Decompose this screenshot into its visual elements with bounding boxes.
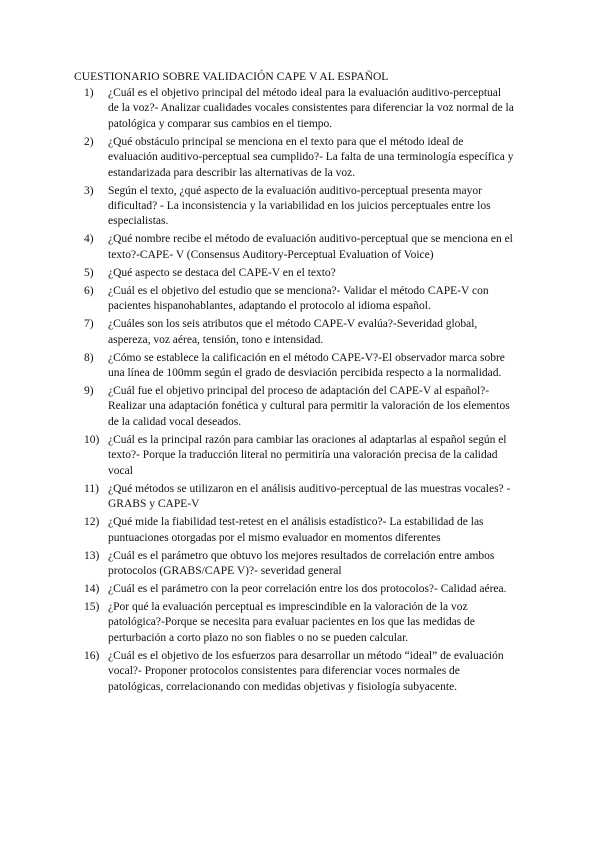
question-text: ¿Cuál es el objetivo del estudio que se menciona?- Validar el método CAPE-V con pacientes hispanohablantes, adaptando el protocolo al idioma español. bbox=[108, 284, 489, 313]
question-text: ¿Qué obstáculo principal se menciona en el texto para que el método ideal de evaluación auditivo-perceptual sea cumplido?- La falta de una terminología específica y estandarizada para describir las alternativas de la voz. bbox=[108, 135, 514, 179]
question-item bbox=[84, 649, 514, 695]
question-text: ¿Cuál fue el objetivo principal del proceso de adaptación del CAPE-V al español?- Realizar una adaptación fonética y cultural para permitir la valoración de los elementos de la calidad vocal deseados. bbox=[108, 385, 510, 428]
question-item bbox=[84, 351, 514, 382]
question-text: ¿Qué aspecto se destaca del CAPE-V en el texto? bbox=[108, 266, 336, 279]
question-item bbox=[84, 135, 514, 181]
question-text: ¿Cuál es la principal razón para cambiar las oraciones al adaptarlas al español según el texto?- Porque la traducción literal no permitiría una valoración precisa de la calidad vocal bbox=[108, 433, 507, 477]
question-text: ¿Cuáles son los seis atributos que el método CAPE-V evalúa?-Severidad global, aspereza, voz aérea, tensión, tono e intensidad. bbox=[108, 318, 478, 346]
question-item bbox=[84, 86, 514, 132]
question-item bbox=[84, 433, 514, 479]
question-item bbox=[84, 515, 514, 546]
question-list bbox=[84, 86, 514, 698]
question-text: ¿Qué nombre recibe el método de evaluación auditivo-perceptual que se menciona en el texto?-CAPE- V (Consensus Auditory-Perceptual Evaluation of Voice) bbox=[108, 233, 513, 261]
question-number: 15) bbox=[84, 600, 100, 613]
question-number: 1) bbox=[84, 87, 94, 99]
question-item bbox=[84, 384, 514, 430]
document-title: CUESTIONARIO SOBRE VALIDACIÓN CAPE V AL ESPAÑOL bbox=[74, 71, 389, 83]
question-text: Según el texto, ¿qué aspecto de la evaluación auditivo-perceptual presenta mayor dificultad? - La inconsistencia y la variabilidad en los juicios perceptuales entre los especialistas. bbox=[108, 184, 491, 228]
question-number: 7) bbox=[84, 318, 94, 331]
question-item bbox=[84, 600, 514, 646]
question-text: ¿Qué mide la fiabilidad test-retest en el análisis estadístico?- La estabilidad de las puntuaciones otorgadas por el mismo evaluador en momentos diferentes bbox=[108, 516, 484, 544]
question-number: 6) bbox=[84, 284, 94, 297]
question-text: ¿Cuál es el parámetro con la peor correlación entre los dos protocolos?- Calidad aérea. bbox=[108, 582, 507, 595]
question-text: ¿Por qué la evaluación perceptual es imprescindible en la valoración de la voz patológica?-Porque se necesita para evaluar pacientes en los que las medidas de perturbación a corto plazo no son fiables o no se pueden calcular. bbox=[108, 600, 475, 644]
question-item bbox=[84, 582, 514, 597]
question-number: 3) bbox=[84, 184, 94, 197]
question-text: ¿Cuál es el parámetro que obtuvo los mejores resultados de correlación entre ambos protocolos (GRABS/CAPE V)?- severidad general bbox=[108, 549, 495, 577]
question-item bbox=[84, 549, 514, 580]
question-item bbox=[84, 284, 514, 315]
question-text: ¿Cómo se establece la calificación en el método CAPE-V?-El observador marca sobre una línea de 100mm según el grado de desviación percibida respecto a la normalidad. bbox=[108, 351, 505, 380]
question-number: 2) bbox=[84, 135, 94, 148]
question-number: 14) bbox=[84, 582, 100, 595]
question-number: 16) bbox=[84, 649, 100, 662]
question-number: 8) bbox=[84, 351, 94, 364]
question-item bbox=[84, 184, 514, 230]
question-item bbox=[84, 232, 514, 263]
question-text: ¿Qué métodos se utilizaron en el análisis auditivo-perceptual de las muestras vocales? - GRABS y CAPE-V bbox=[108, 482, 511, 511]
question-item bbox=[84, 266, 514, 281]
question-number: 9) bbox=[84, 385, 94, 398]
question-number: 13) bbox=[84, 549, 100, 562]
question-number: 4) bbox=[84, 233, 94, 246]
question-text: ¿Cuál es el objetivo de los esfuerzos para desarrollar un método “ideal” de evaluación vocal?- Proponer protocolos consistentes para diferenciar voces normales de patológicas, correlacionando con medidas objetivas y fisiología subyacente. bbox=[108, 649, 504, 693]
question-number: 10) bbox=[84, 433, 100, 446]
question-number: 11) bbox=[84, 482, 99, 495]
question-item bbox=[84, 482, 514, 513]
question-item bbox=[84, 317, 514, 348]
question-number: 12) bbox=[84, 516, 100, 529]
question-text: ¿Cuál es el objetivo principal del método ideal para la evaluación auditivo-perceptual de la voz?- Analizar cualidades vocales consistentes para diferenciar la voz normal de la patológica y comparar sus cambios en el tiempo. bbox=[108, 87, 514, 130]
question-number: 5) bbox=[84, 266, 94, 279]
